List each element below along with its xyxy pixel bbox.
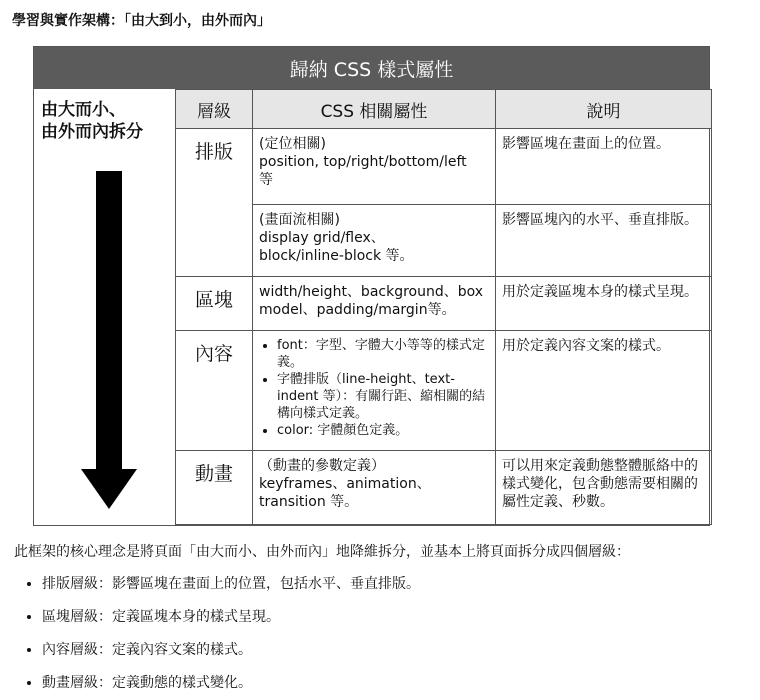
layer-layout: 排版: [176, 129, 253, 277]
list-item: • color: 字體顏色定義。: [277, 422, 489, 439]
direction-label: 由大而小、 由外而內拆分: [41, 100, 143, 142]
layer-summary-list: [24, 568, 420, 700]
desc-cell: 用於定義內容文案的樣式。: [496, 331, 712, 451]
table-row: [176, 451, 712, 525]
props-cell: (定位相關) position, top/right/bottom/left 等: [253, 129, 496, 205]
table-header-row: [176, 90, 712, 129]
props-list: [259, 337, 489, 439]
down-arrow-head-icon: [81, 469, 137, 509]
page-heading: 學習與實作架構：「由大到小，由外而內」: [12, 13, 271, 29]
table-title: 歸納 CSS 樣式屬性: [34, 47, 709, 89]
desc-cell: 影響區塊在畫面上的位置。: [496, 129, 712, 205]
props-cell: (畫面流相關) display grid/flex、 block/inline-block 等。: [253, 205, 496, 277]
list-item: • 區塊層級：定義區塊本身的樣式呈現。: [42, 601, 420, 634]
css-framework-table: [33, 46, 710, 526]
list-item: • font：字型、字體大小等等的樣式定義。: [277, 337, 489, 371]
table-row: [176, 205, 712, 277]
layer-content: 內容: [176, 331, 253, 451]
list-item: • 動畫層級：定義動態的樣式變化。: [42, 667, 420, 700]
table-row: [176, 277, 712, 331]
framework-description: 此框架的核心理念是將頁面「由大而小、由外而內」地降維拆分，並基本上將頁面拆分成四個層級：: [14, 544, 630, 560]
list-item: • 內容層級：定義內容文案的樣式。: [42, 634, 420, 667]
list-item: • 字體排版（line-height、text-indent 等）：有關行距、縮相關的結構向樣式定義。: [277, 371, 489, 422]
props-cell: width/height、background、box model、padding/margin等。: [253, 277, 496, 331]
header-desc: 說明: [496, 90, 712, 129]
down-arrow-icon: [96, 171, 122, 471]
table-row: [176, 331, 712, 451]
direction-column: [34, 89, 176, 525]
properties-table: [175, 89, 712, 525]
desc-cell: 影響區塊內的水平、垂直排版。: [496, 205, 712, 277]
header-props: CSS 相關屬性: [253, 90, 496, 129]
layer-animation: 動畫: [176, 451, 253, 525]
props-cell: （動畫的參數定義） keyframes、animation、 transition 等。: [253, 451, 496, 525]
desc-cell: 用於定義區塊本身的樣式呈現。: [496, 277, 712, 331]
layer-block: 區塊: [176, 277, 253, 331]
header-layer: 層級: [176, 90, 253, 129]
table-row: [176, 129, 712, 205]
list-item: • 排版層級：影響區塊在畫面上的位置，包括水平、垂直排版。: [42, 568, 420, 601]
props-cell: [253, 331, 496, 451]
desc-cell: 可以用來定義動態整體脈絡中的樣式變化，包含動態需要相關的屬性定義、秒數。: [496, 451, 712, 525]
